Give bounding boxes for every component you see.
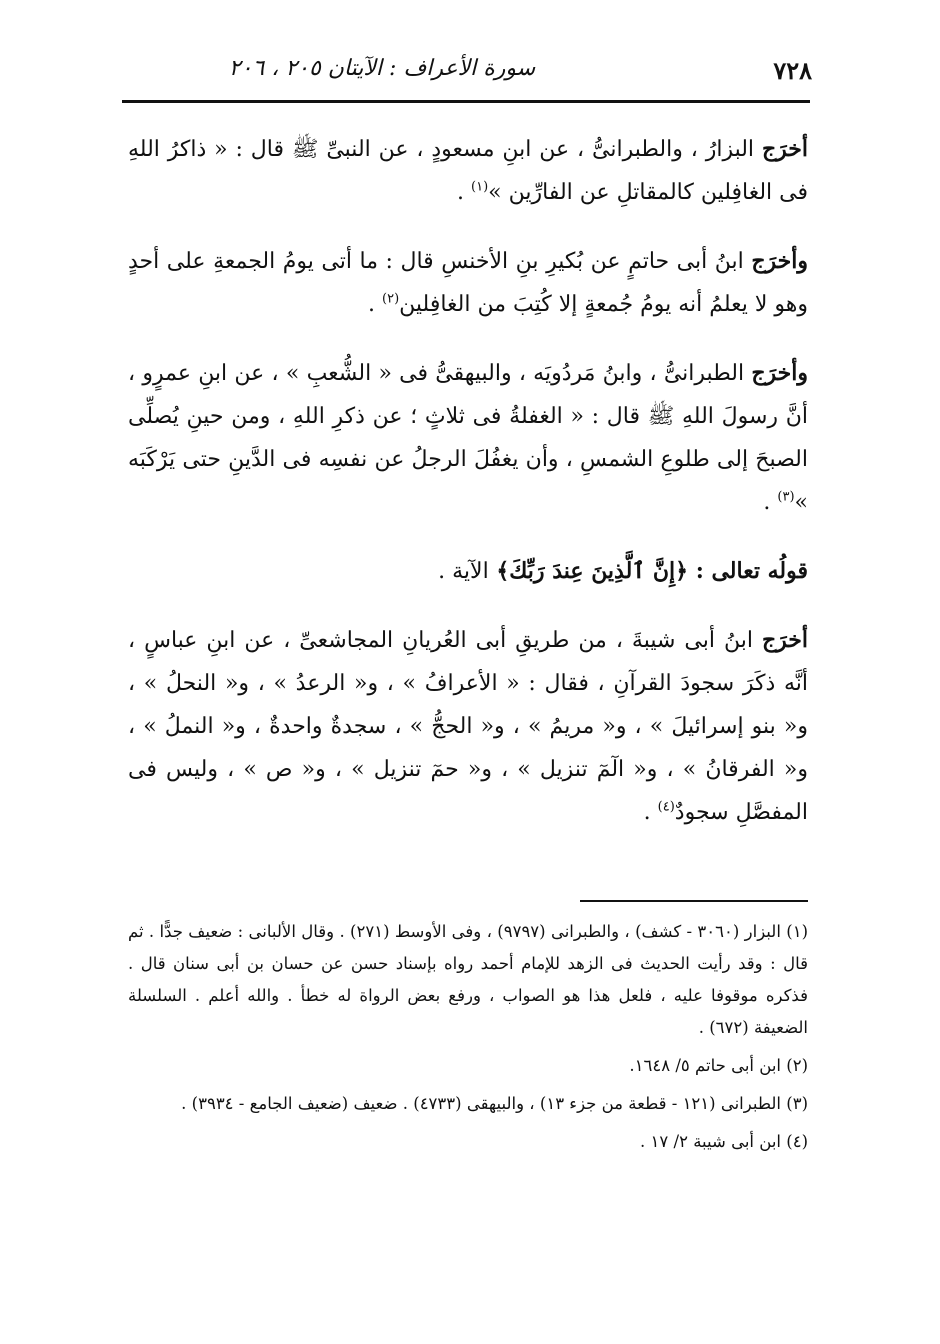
paragraph-3 [128,352,808,524]
paragraph-4 [128,619,808,834]
paragraph-3-lead: وأخرَج [751,360,808,386]
paragraph-2-end: . [368,292,383,317]
paragraph-1-text: البزارُ ، والطبرانىُّ ، عن ابنِ مسعودٍ ، عن النبىِّ ﷺ قال : « ذاكرُ اللهِ فى الغافِلين كالمقاتلِ عن الفارِّين » [128,137,808,205]
paragraph-2-lead: وأخرَج [751,248,808,274]
footnotes [128,916,808,1164]
paragraph-4-lead: أخرَج [761,627,808,653]
page-number: ٧٢٨ [773,56,812,85]
paragraph-4-text: ابنُ أبى شيبةَ ، من طريقِ أبى العُريانِ المجاشعىِّ ، عن ابنِ عباسٍ ، أنَّه ذكَرَ سجودَ القرآنِ ، فقال : « الأعرافُ » ، و« الرعدُ » ، و« النحلُ » ، و« بنو إسرائيلَ » ، و« مريمُ » ، و« الحجُّ » ، سجدةٌ واحدةٌ ، و« النملُ » ، و« الفرقانُ » ، و« الٓمٓ تنزيل » ، و« حمٓ تنزيل » ، و« ص » ، وليس فى المفصَّلِ سجودٌ [128,628,808,825]
footnote-4: (٤) ابن أبى شيبة ٢/ ١٧ . [640,1132,808,1151]
footnote-1: (١) البزار (٣٠٦٠ - كشف) ، والطبرانى (٩٧٩٧) ، وفى الأوسط (٢٧١) . وقال الألبانى : ضعيف جدًّا . ثم قال : وقد رأيت الحديث فى الزهد للإمام أحمد رواه بإسناد حسن عن حسان بن أبى سنان قال . فذكره موقوفا عليه ، فلعل هذا هو الصواب ، ورفع بعض الرواة له خطأ . والله أعلم . السلسلة الضعيفة (٦٧٢) . [128,922,808,1037]
main-text [128,128,808,860]
footnote-marker-3: (٣) [777,489,795,505]
paragraph-3-end: . [763,490,778,515]
paragraph-4-end: . [643,800,658,825]
quran-verse: ﴿إِنَّ ٱلَّذِينَ عِندَ رَبِّكَ﴾ [488,558,696,584]
paragraph-1-end: . [457,180,472,205]
verse-heading-end: الآية . [438,559,489,584]
footnote-marker-4: (٤) [657,799,675,815]
verse-heading-label: قولُه تعالى : [695,558,808,584]
verse-heading [128,550,808,593]
footnote-rule [580,900,808,902]
running-title: سورة الأعراف : الآيتان ٢٠٥ ، ٢٠٦ [228,56,536,81]
footnote-marker-2: (٢) [382,291,400,307]
paragraph-2 [128,240,808,326]
footnote-marker-1: (١) [471,179,489,195]
footnote-2: (٢) ابن أبى حاتم ٥/ ١٦٤٨. [629,1056,808,1075]
paragraph-1 [128,128,808,214]
paragraph-1-lead: أخرَج [761,136,808,162]
page-header [122,50,812,96]
footnote-3: (٣) الطبرانى (١٢١ - قطعة من جزء ١٣) ، والبيهقى (٤٧٣٣) . ضعيف (ضعيف الجامع - ٣٩٣٤) . [181,1094,808,1113]
paragraph-2-text: ابنُ أبى حاتمٍ عن بُكيرِ بنِ الأخنسِ قال : ما أتى يومُ الجمعةِ على أحدٍ وهو لا يعلمُ أنه يومُ جُمعةٍ إلا كُتِبَ من الغافِلين [128,249,808,317]
header-rule [122,100,810,103]
paragraph-3-text: الطبرانىُّ ، وابنُ مَردُويَه ، والبيهقىُّ فى « الشُّعبِ » ، عن ابنِ عمرٍو ، أنَّ رسولَ اللهِ ﷺ قال : « الغفلةُ فى ثلاثٍ ؛ عن ذكرِ اللهِ ، ومن حينِ يُصلِّى الصبحَ إلى طلوعِ الشمسِ ، وأن يغفُلَ الرجلُ عن نفسِه فى الدَّينِ حتى يَرْكَبَه » [128,361,808,515]
